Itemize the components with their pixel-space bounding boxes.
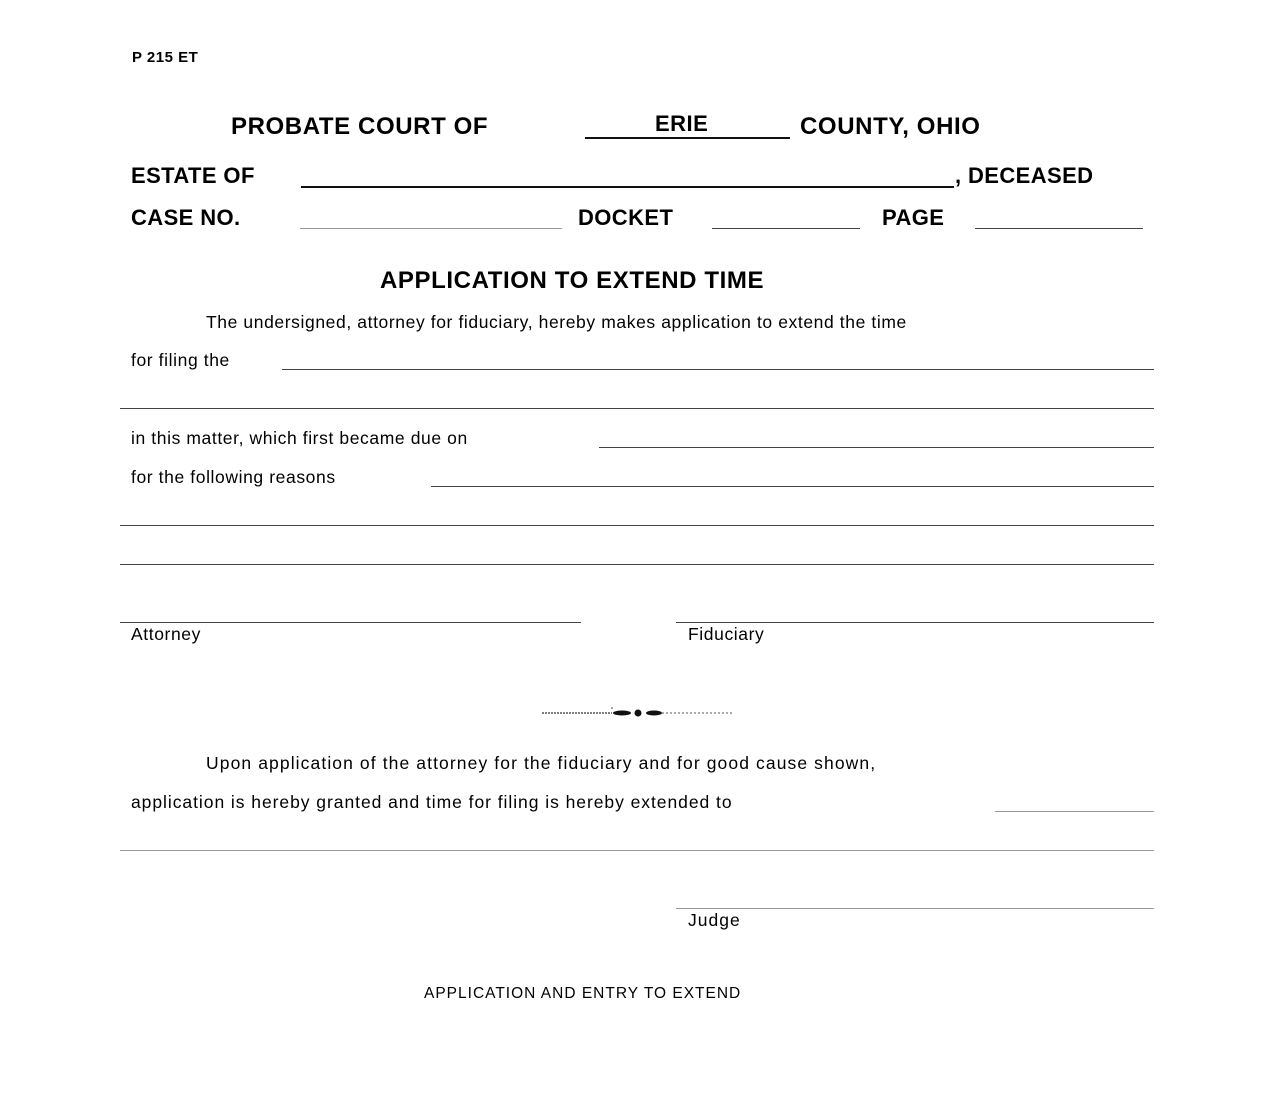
extended-to-input-2[interactable] [120,825,1154,850]
court-suffix: COUNTY, OHIO [800,113,981,140]
estate-name-input[interactable] [301,160,954,186]
reasons-underline-1 [431,486,1154,487]
form-code: P 215 ET [132,49,199,66]
docket-label: DOCKET [578,205,674,230]
due-label: in this matter, which first became due on [131,428,468,448]
attorney-signature-line[interactable] [120,622,581,623]
due-date-input[interactable] [599,422,1154,447]
extended-to-underline [995,811,1154,812]
filing-document-input-2[interactable] [120,383,1154,408]
attorney-label: Attorney [131,624,201,644]
reasons-label: for the following reasons [131,467,336,487]
filing-underline-2 [120,408,1154,409]
filing-label: for filing the [131,350,230,370]
entry-line-2: application is hereby granted and time for filing is hereby extended to [131,792,733,812]
filing-underline [282,369,1154,370]
extended-to-input[interactable] [995,786,1154,811]
form-footer: APPLICATION AND ENTRY TO EXTEND [424,985,742,1002]
case-no-underline [300,228,562,229]
page-label: PAGE [882,205,945,230]
ornament-divider-icon [542,706,734,720]
application-line-1: The undersigned, attorney for fiduciary, hereby makes application to extend the time [206,312,907,332]
judge-label: Judge [688,910,741,930]
estate-label: ESTATE OF [131,163,255,188]
extended-to-underline-2 [120,850,1154,851]
fiduciary-label: Fiduciary [688,624,765,644]
filing-document-input[interactable] [282,344,1154,369]
judge-signature-line[interactable] [676,908,1154,909]
docket-input[interactable] [712,203,860,228]
reasons-input-2[interactable] [120,500,1154,525]
case-no-label: CASE NO. [131,205,241,230]
entry-line-1: Upon application of the attorney for the fiduciary and for good cause shown, [206,753,877,773]
reasons-input-3[interactable] [120,539,1154,564]
reasons-underline-2 [120,525,1154,526]
case-no-input[interactable] [300,203,562,228]
page-input[interactable] [975,203,1143,228]
county-value[interactable]: ERIE [655,111,709,136]
fiduciary-signature-line[interactable] [676,622,1154,623]
document-title: APPLICATION TO EXTEND TIME [380,267,765,294]
docket-underline [712,228,860,229]
reasons-input-1[interactable] [431,461,1154,486]
court-prefix: PROBATE COURT OF [231,113,489,140]
reasons-underline-3 [120,564,1154,565]
county-underline [585,137,790,139]
due-date-underline [599,447,1154,448]
estate-underline [301,186,954,188]
deceased-label: , DECEASED [955,163,1094,188]
page-underline [975,228,1143,229]
